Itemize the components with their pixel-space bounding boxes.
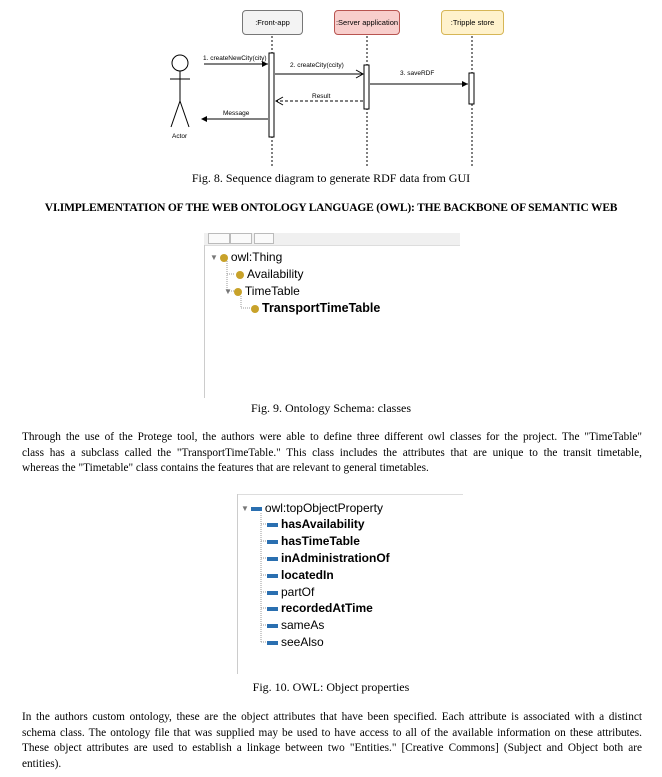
- class-transport-timetable[interactable]: TransportTimeTable: [251, 301, 380, 315]
- paragraph-2-line-3: These object attributes are used to establish a linkage between two "Entities." [Creative Commons] (Subject and Object both are: [22, 742, 642, 754]
- property-part-of[interactable]: partOf: [267, 585, 314, 599]
- class-availability[interactable]: Availability: [236, 267, 303, 281]
- object-property-icon: [267, 641, 278, 645]
- object-property-icon: [267, 607, 278, 611]
- front-app-label: :Front-app: [255, 18, 290, 27]
- result-label: Result: [312, 93, 331, 100]
- class-dot-icon: [236, 271, 244, 279]
- class-timetable[interactable]: ▼ TimeTable: [224, 284, 300, 298]
- paragraph-1-line-2: class has a subclass called the "TransportTimeTable." This class includes the attributes that are unique to the transit timetable,: [22, 446, 642, 459]
- expand-arrow-icon[interactable]: ▼: [241, 504, 249, 514]
- object-property-panel: [237, 494, 463, 674]
- class-owl-thing[interactable]: ▼ owl:Thing: [210, 250, 283, 264]
- figure-8-caption: Fig. 8. Sequence diagram to generate RDF data from GUI: [191, 171, 471, 185]
- paragraph-1-line-1: Through the use of the Protege tool, the authors were able to define three different owl classes for the project. The "TimeTable": [22, 431, 642, 443]
- message-return-label: Message: [223, 110, 250, 117]
- property-located-in[interactable]: locatedIn: [267, 568, 334, 582]
- paragraph-2: [22, 710, 642, 772]
- class-dot-icon: [251, 305, 259, 313]
- paragraph-1-line-3: whereas the "Timetable" class contains the features that are relevant to general timetables.: [22, 462, 429, 474]
- triple-store-lifeline: [441, 10, 504, 35]
- object-property-icon: [267, 523, 278, 527]
- server-app-lifeline: [334, 10, 400, 35]
- class-dot-icon: [234, 288, 242, 296]
- server-app-label: :Server application: [335, 18, 399, 27]
- object-property-icon: [267, 591, 278, 595]
- property-recorded-at-time[interactable]: recordedAtTime: [267, 601, 373, 615]
- message-2-label: 2. createCity(ccity): [290, 62, 344, 69]
- message-1-label: 1. createNewCity(city): [203, 55, 267, 62]
- actor-icon: [170, 55, 190, 127]
- sequence-diagram-lines: [0, 0, 662, 170]
- class-dot-icon: [220, 254, 228, 262]
- actor-label: Actor: [172, 133, 188, 140]
- figure-10-caption: Fig. 10. OWL: Object properties: [252, 680, 410, 694]
- property-top-object-property[interactable]: ▼ owl:topObjectProperty: [241, 501, 383, 515]
- paragraph-1: [22, 430, 642, 477]
- object-property-icon: [251, 507, 262, 511]
- object-property-icon: [267, 557, 278, 561]
- class-hierarchy-panel: [204, 233, 460, 398]
- object-property-icon: [267, 574, 278, 578]
- expand-arrow-icon[interactable]: ▼: [210, 253, 218, 263]
- property-same-as[interactable]: sameAs: [267, 618, 324, 632]
- property-in-administration-of[interactable]: inAdministrationOf: [267, 551, 390, 565]
- front-app-lifeline: [242, 10, 303, 35]
- property-has-availability[interactable]: hasAvailability: [267, 517, 365, 531]
- section-heading: VI.IMPLEMENTATION OF THE WEB ONTOLOGY LANGUAGE (OWL): THE BACKBONE OF SEMANTIC WEB: [44, 202, 618, 214]
- paragraph-2-line-1: In the authors custom ontology, these are the object attributes that have been specified. Each attribute is associated with a distinct: [22, 711, 642, 723]
- property-see-also[interactable]: seeAlso: [267, 635, 324, 649]
- message-3-label: 3. saveRDF: [400, 70, 435, 77]
- object-property-icon: [267, 540, 278, 544]
- expand-arrow-icon[interactable]: ▼: [224, 287, 232, 297]
- property-has-timetable[interactable]: hasTimeTable: [267, 534, 360, 548]
- paragraph-2-line-4: entities).: [22, 757, 62, 770]
- object-property-icon: [267, 624, 278, 628]
- paragraph-2-line-2: schema class. The ontology file that was supplied may be used to have access to all of the available information on these attributes.: [22, 726, 642, 739]
- triple-store-label: :Tripple store: [450, 18, 495, 27]
- figure-9-caption: Fig. 9. Ontology Schema: classes: [251, 401, 411, 415]
